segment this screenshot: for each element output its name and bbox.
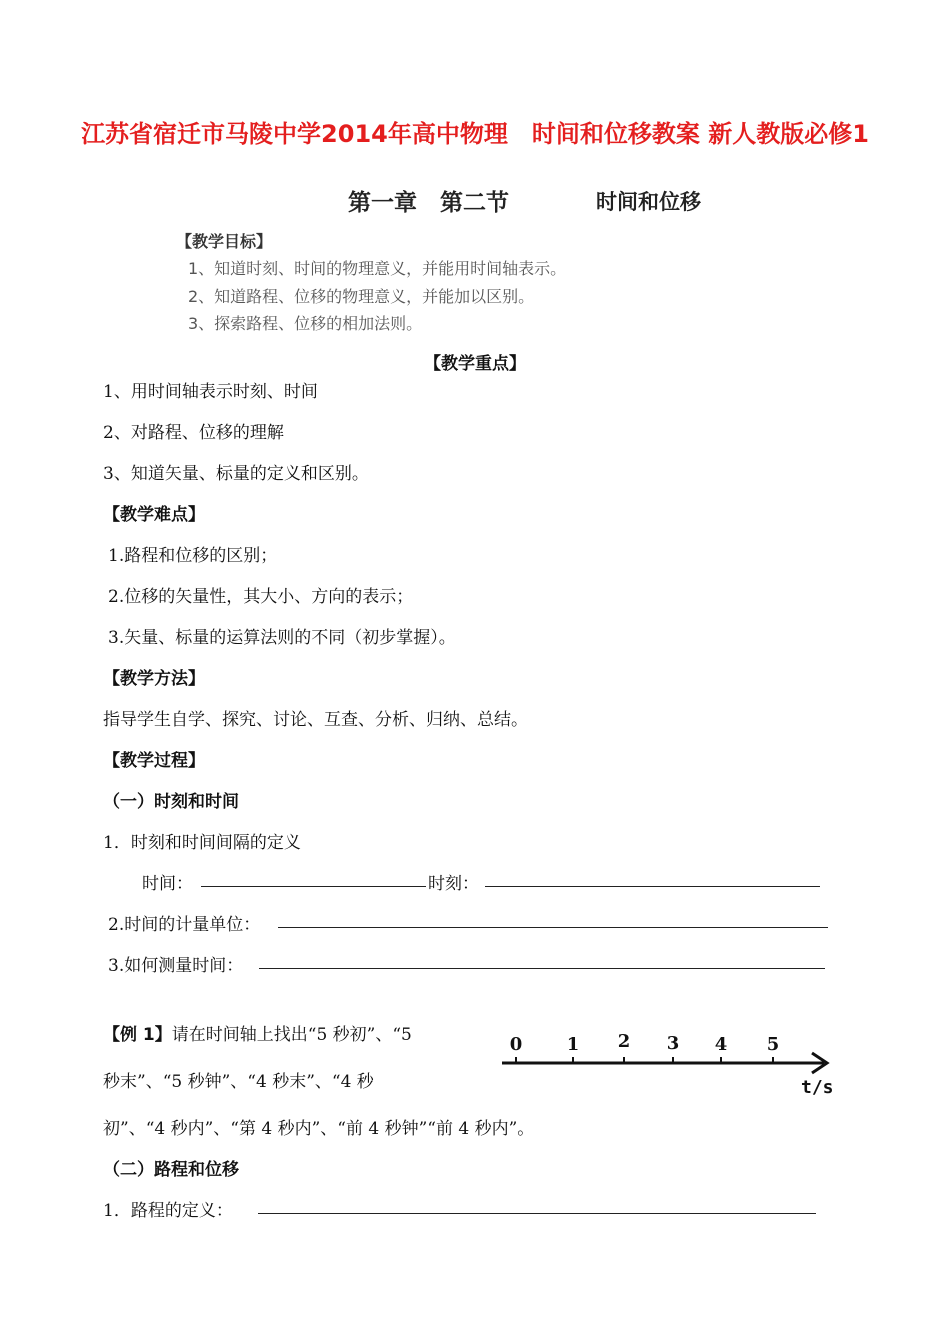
example-line: 初”、“4 秒内”、“第 4 秒内”、“前 4 秒钟”“前 4 秒内”。 <box>103 1119 535 1139</box>
example-text: 请在时间轴上找出“5 秒初”、“5 <box>171 1025 412 1045</box>
distance-answer-line[interactable] <box>258 1213 816 1214</box>
question-unit: 2.时间的计量单位： <box>108 915 261 935</box>
question-distance: 1．路程的定义： <box>103 1201 233 1221</box>
part-two-heading: （二）路程和位移 <box>103 1160 239 1180</box>
question-definition: 1．时刻和时间间隔的定义 <box>103 833 301 853</box>
example-label: 【例 1】 <box>103 1025 172 1045</box>
example-line <box>103 1020 412 1045</box>
objective-item: 1、知道时刻、时间的物理意义，并能用时间轴表示。 <box>188 259 567 278</box>
moment-label: 时刻： <box>428 874 479 894</box>
key-point-item: 1、用时间轴表示时刻、时间 <box>103 382 318 402</box>
key-points-heading: 【教学重点】 <box>424 354 526 374</box>
time-answer-line[interactable] <box>201 886 426 887</box>
chapter-heading: 第一章 第二节 <box>348 190 509 216</box>
key-point-item: 3、知道矢量、标量的定义和区别。 <box>103 464 369 484</box>
question-measure: 3.如何测量时间： <box>108 956 244 976</box>
axis-ticks <box>510 1031 780 1063</box>
objective-item: 2、知道路程、位移的物理意义，并能加以区别。 <box>188 287 535 306</box>
time-label: 时间： <box>142 874 193 894</box>
methods-text: 指导学生自学、探究、讨论、互查、分析、归纳、总结。 <box>103 710 528 730</box>
difficulty-item: 1.路程和位移的区别； <box>108 546 278 566</box>
moment-answer-line[interactable] <box>485 886 820 887</box>
time-axis-diagram <box>496 1025 842 1105</box>
axis-tick-label: 0 <box>509 1034 523 1055</box>
axis-label: t/s <box>801 1077 834 1098</box>
objectives-heading: 【教学目标】 <box>176 232 273 251</box>
process-heading: 【教学过程】 <box>103 751 205 771</box>
part-one-heading: （一）时刻和时间 <box>103 792 239 812</box>
example-line: 秒末”、“5 秒钟”、“4 秒末”、“4 秒 <box>103 1072 374 1092</box>
measure-answer-line[interactable] <box>259 968 825 969</box>
section-heading: 时间和位移 <box>596 190 701 214</box>
difficulty-item: 2.位移的矢量性，其大小、方向的表示； <box>108 587 414 607</box>
difficulty-item: 3.矢量、标量的运算法则的不同（初步掌握）。 <box>108 628 456 648</box>
key-point-item: 2、对路程、位移的理解 <box>103 423 284 443</box>
axis-tick-label: 1 <box>566 1034 580 1055</box>
methods-heading: 【教学方法】 <box>103 669 205 689</box>
document-title: 江苏省宿迁市马陵中学2014年高中物理 时间和位移教案 新人教版必修1 <box>81 120 869 148</box>
axis-tick-label: 3 <box>666 1033 680 1054</box>
axis-tick-label: 5 <box>766 1034 780 1055</box>
difficulties-heading: 【教学难点】 <box>103 505 205 525</box>
axis-tick-label: 2 <box>617 1031 631 1052</box>
axis-tick-label: 4 <box>714 1034 728 1055</box>
objective-item: 3、探索路程、位移的相加法则。 <box>188 314 423 333</box>
unit-answer-line[interactable] <box>278 927 828 928</box>
